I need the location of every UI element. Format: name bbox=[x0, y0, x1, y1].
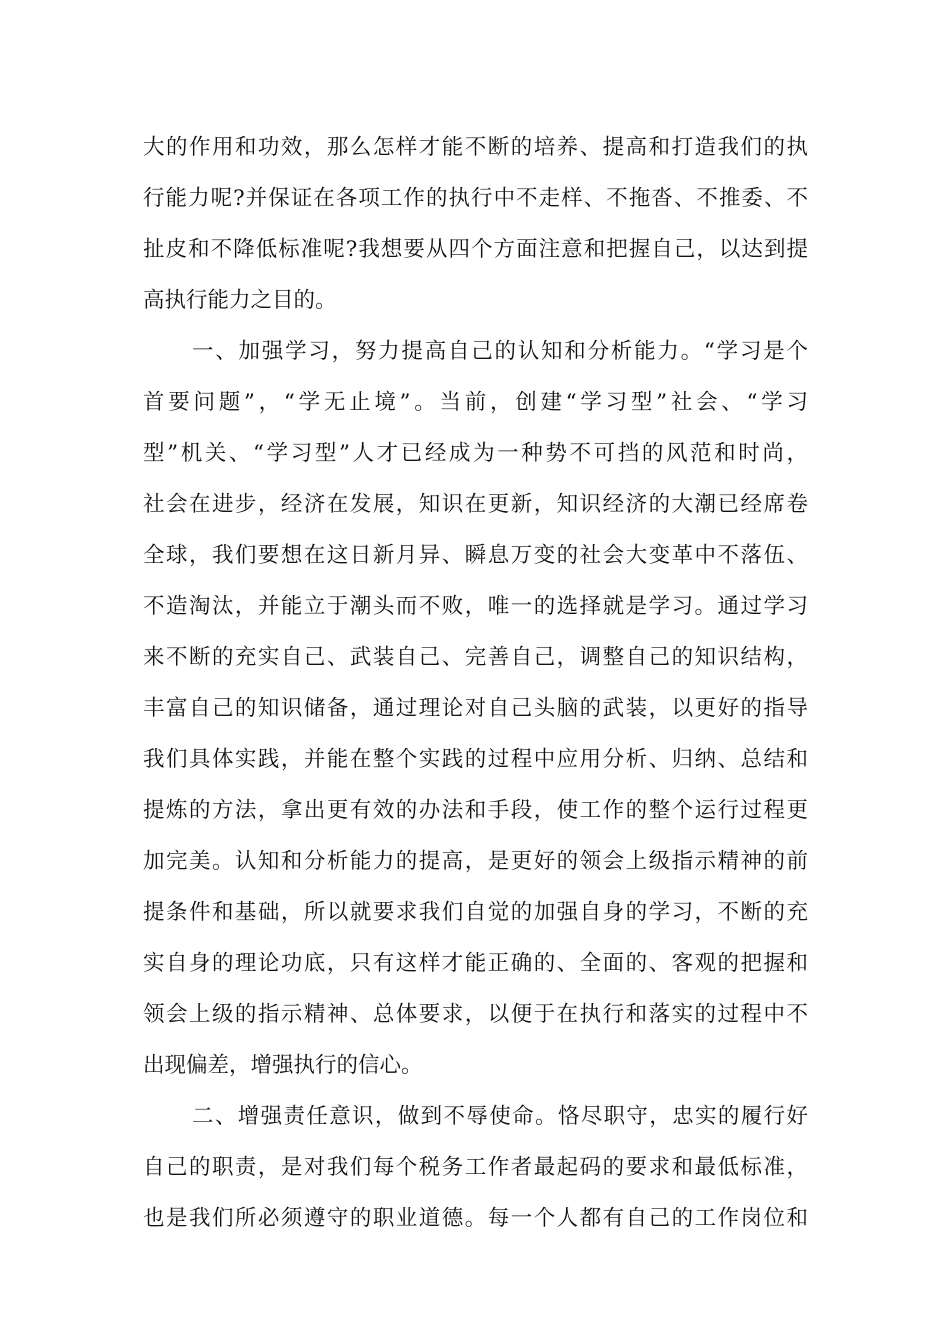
text-line: 领会上级的指示精神、总体要求，以便于在执行和落实的过程中不 bbox=[143, 1002, 808, 1027]
text-line: 扯皮和不降低标准呢?我想要从四个方面注意和把握自己，以达到提 bbox=[143, 237, 808, 262]
section-heading-line: 一、加强学习，努力提高自己的认知和分析能力。“学习是个 bbox=[192, 339, 808, 364]
text-line: 全球，我们要想在这日新月异、瞬息万变的社会大变革中不落伍、 bbox=[143, 543, 808, 568]
text-line: 行能力呢?并保证在各项工作的执行中不走样、不拖沓、不推委、不 bbox=[143, 186, 808, 211]
text-line: 不造淘汰，并能立于潮头而不败，唯一的选择就是学习。通过学习 bbox=[143, 594, 808, 619]
section-heading-line: 二、增强责任意识，做到不辱使命。恪尽职守，忠实的履行好 bbox=[192, 1104, 808, 1129]
text-line: 提条件和基础，所以就要求我们自觉的加强自身的学习，不断的充 bbox=[143, 900, 808, 925]
text-line: 社会在进步，经济在发展，知识在更新，知识经济的大潮已经席卷 bbox=[143, 492, 808, 517]
text-line: 型”机关、“学习型”人才已经成为一种势不可挡的风范和时尚， bbox=[143, 441, 808, 466]
text-line: 也是我们所必须遵守的职业道德。每一个人都有自己的工作岗位和 bbox=[143, 1206, 808, 1231]
text-line: 自己的职责，是对我们每个税务工作者最起码的要求和最低标准， bbox=[143, 1155, 808, 1180]
text-line: 实自身的理论功底，只有这样才能正确的、全面的、客观的把握和 bbox=[143, 951, 808, 976]
text-line: 加完美。认知和分析能力的提高，是更好的领会上级指示精神的前 bbox=[143, 849, 808, 874]
text-line: 我们具体实践，并能在整个实践的过程中应用分析、归纳、总结和 bbox=[143, 747, 808, 772]
text-line: 丰富自己的知识储备，通过理论对自己头脑的武装，以更好的指导 bbox=[143, 696, 808, 721]
text-line: 首要问题”，“学无止境”。当前，创建“学习型”社会、“学习 bbox=[143, 390, 808, 415]
text-line: 大的作用和功效，那么怎样才能不断的培养、提高和打造我们的执 bbox=[143, 135, 808, 160]
text-line: 提炼的方法，拿出更有效的办法和手段，使工作的整个运行过程更 bbox=[143, 798, 808, 823]
text-line: 出现偏差，增强执行的信心。 bbox=[143, 1053, 423, 1078]
text-line: 高执行能力之目的。 bbox=[143, 288, 337, 313]
text-line: 来不断的充实自己、武装自己、完善自己，调整自己的知识结构， bbox=[143, 645, 808, 670]
